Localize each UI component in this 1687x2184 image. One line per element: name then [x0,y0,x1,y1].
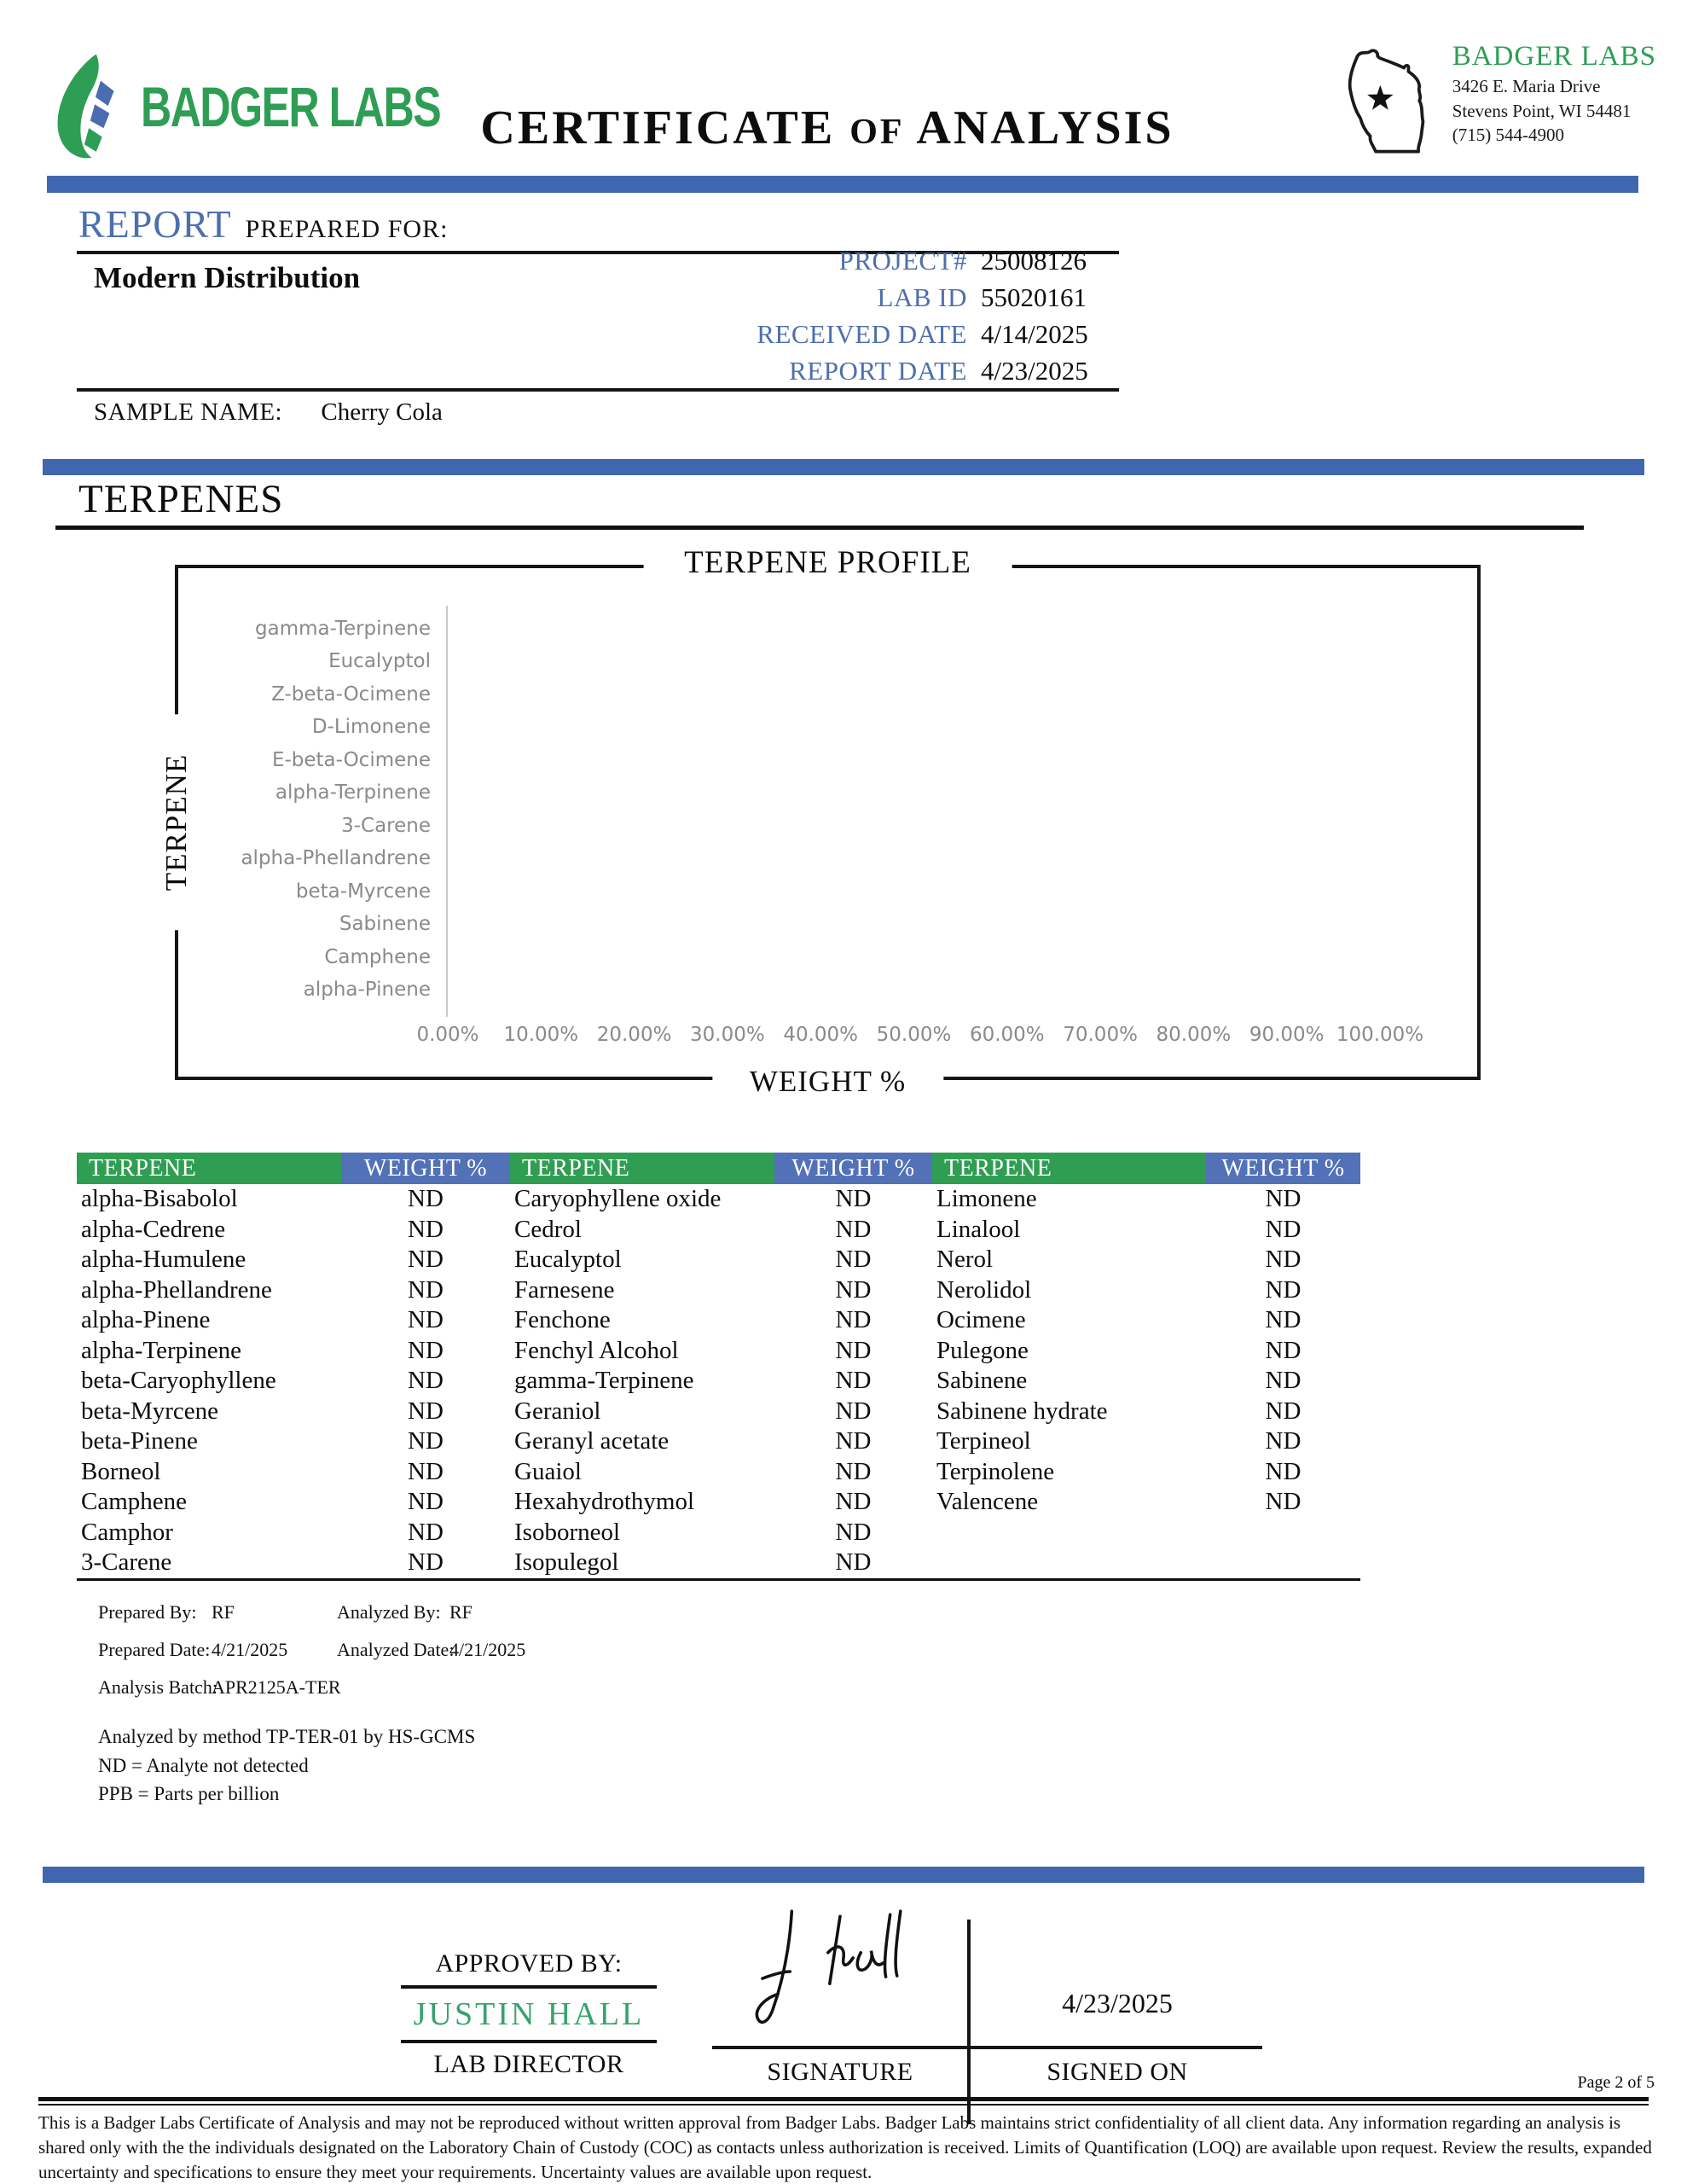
approved-by-block [401,1949,657,2080]
table-header-terpene: TERPENE [510,1153,774,1184]
terpene-cell: Ocimene [936,1306,1026,1333]
footer-rule-thick [38,2097,1649,2101]
report-field-label: LAB ID [877,282,967,312]
weight-cell: ND [408,1397,443,1425]
weight-cell: ND [408,1275,443,1304]
report-field-label: PROJECT# [838,246,967,276]
report-heading-primary: REPORT [78,202,232,246]
divider-line [401,2040,657,2043]
approver-name: JUSTIN HALL [413,1996,645,2032]
weight-cell: ND [1265,1367,1301,1394]
spacer [98,1714,951,1726]
terpene-cell: alpha-Cedrene [81,1215,226,1243]
chart-y-axis-title: TERPENE [159,715,194,931]
chart-x-tick-label: 50.00% [876,1024,952,1046]
chart-x-tick-label: 20.00% [596,1024,672,1046]
weight-cell: ND [408,1215,443,1243]
chart-category-label: beta-Myrcene [295,880,431,903]
table-row [77,1518,1360,1548]
table-row [77,1366,1360,1397]
terpene-cell: Farnesene [514,1275,615,1304]
prepared-by-value: RF [212,1601,235,1623]
weight-cell: ND [835,1246,872,1273]
report-field-value: 4/14/2025 [981,319,1088,349]
weight-cell: ND [1265,1336,1301,1364]
weight-cell: ND [1265,1215,1301,1243]
weight-cell [1206,1518,1360,1548]
terpene-cell: Sabinene hydrate [936,1397,1108,1425]
terpene-profile-chart [159,545,1481,1098]
analysis-batch-value: APR2125A-TER [212,1676,341,1698]
divider-bar-bottom [43,1867,1644,1883]
note-row [98,1639,951,1676]
chart-category-label: D-Limonene [311,716,431,739]
terpene-cell: Terpinolene [936,1457,1055,1485]
chart-category-label: Sabinene [339,913,431,936]
report-field-label: REPORT DATE [789,356,967,386]
terpene-cell [932,1548,1206,1578]
terpene-cell: Caryophyllene oxide [514,1185,722,1212]
chart-x-tick-label: 30.00% [690,1024,765,1046]
terpene-cell: Valencene [936,1488,1039,1515]
table-row [77,1426,1360,1457]
weight-cell: ND [835,1275,872,1304]
weight-cell: ND [1265,1488,1301,1515]
note-row [98,1601,951,1639]
analysis-notes [98,1601,951,1812]
table-header-weight: WEIGHT % [1206,1153,1360,1184]
divider-bar-top [47,176,1638,193]
table-header-terpene: TERPENE [77,1153,341,1184]
wisconsin-map-icon [1335,41,1444,162]
table-header-weight: WEIGHT % [774,1153,932,1184]
weight-cell: ND [835,1306,872,1333]
chart-title: TERPENE PROFILE [643,544,1012,581]
terpene-cell: beta-Pinene [81,1427,198,1455]
disclaimer-text: This is a Badger Labs Certificate of Analysis and may not be reproduced without written approval from Badger Labs. Badger Labs maintains strict confidentiality of all client data. Any information regarding an analysis is shared only with the the individuals designated on the Laboratory Chain of Custody (COC) as contacts unless authorization is received. Limits of Quantification (LOQ) are available upon request. Review the results, expanded uncertainty and specifications to ensure they meet your requirements. Uncertainty values are available upon request. [38,2112,1652,2182]
chart-x-tick-label: 90.00% [1249,1024,1325,1046]
weight-cell: ND [1265,1246,1301,1273]
terpene-cell: Camphene [81,1488,188,1515]
analyzed-date-value: 4/21/2025 [449,1639,526,1660]
divider-line [401,1985,657,1989]
signature-label: SIGNATURE [767,2058,913,2086]
table-row [77,1305,1360,1336]
terpene-cell: alpha-Bisabolol [81,1185,238,1212]
table-header-row [77,1153,1360,1184]
page-number: Page 2 of 5 [1577,2073,1655,2092]
weight-cell: ND [1265,1397,1301,1425]
table-row [77,1245,1360,1275]
weight-cell: ND [408,1306,443,1333]
nd-definition: ND = Analyte not detected [98,1754,309,1776]
terpene-cell: Fenchone [514,1306,611,1333]
fields-underline [77,388,1119,392]
weight-cell: ND [835,1215,872,1243]
section-underline [55,526,1584,530]
leaf-icon [47,51,132,162]
terpene-cell: Fenchyl Alcohol [514,1336,679,1364]
report-field-row [682,282,1139,319]
weight-cell [1206,1548,1360,1578]
sample-name-label: SAMPLE NAME: [94,398,283,426]
report-field-value: 55020161 [981,282,1087,312]
terpene-cell: beta-Myrcene [81,1397,219,1425]
weight-cell: ND [408,1488,443,1515]
chart-x-tick-label: 40.00% [783,1024,859,1046]
terpene-cell: alpha-Pinene [81,1306,211,1333]
table-header-terpene: TERPENE [932,1153,1206,1184]
terpene-cell: 3-Carene [81,1548,172,1576]
terpene-cell: Geraniol [514,1397,601,1425]
prepared-date-label: Prepared Date: [98,1639,211,1660]
table-row [77,1397,1360,1427]
chart-x-axis-title: WEIGHT % [712,1065,943,1099]
footer-rule-thin [38,2104,1649,2106]
signature-icon [735,1896,948,2042]
weight-cell: ND [835,1397,872,1425]
lab-info-text [1452,41,1656,148]
method-note: Analyzed by method TP-TER-01 by HS-GCMS [98,1726,476,1747]
terpene-cell: Geranyl acetate [514,1427,670,1455]
terpene-cell: alpha-Phellandrene [81,1275,272,1304]
table-row [77,1215,1360,1246]
terpene-cell: Isoborneol [514,1518,621,1546]
ppb-definition: PPB = Parts per billion [98,1783,280,1804]
chart-x-tick-label: 70.00% [1063,1024,1138,1046]
client-name: Modern Distribution [94,261,361,294]
chart-category-label: alpha-Pinene [303,978,431,1001]
terpene-cell: gamma-Terpinene [514,1367,694,1394]
weight-cell: ND [835,1488,872,1515]
chart-x-tick-label: 10.00% [503,1024,579,1046]
terpene-cell: Sabinene [936,1367,1028,1394]
weight-cell: ND [835,1457,872,1485]
terpene-cell [932,1518,1206,1548]
weight-cell: ND [1265,1306,1301,1333]
table-row [77,1184,1360,1215]
title-part-of: OF [849,113,905,152]
terpene-cell: Nerolidol [936,1275,1032,1304]
table-row [77,1457,1360,1488]
terpene-cell: Isopulegol [514,1548,619,1576]
weight-cell: ND [408,1367,443,1394]
report-heading [78,201,448,247]
analyzed-by-label: Analyzed By: [337,1601,441,1623]
title-part-analysis: ANALYSIS [916,102,1174,154]
terpene-cell: Hexahydrothymol [514,1488,695,1515]
chart-x-tick-label: 0.00% [416,1024,479,1046]
lab-name: BADGER LABS [1452,41,1656,72]
table-row [77,1275,1360,1306]
terpene-cell: Borneol [81,1457,161,1485]
lab-address-line1: 3426 E. Maria Drive [1452,76,1601,96]
chart-category-label: Camphene [324,945,431,968]
weight-cell: ND [408,1336,443,1364]
section-title: TERPENES [78,477,284,521]
weight-cell: ND [835,1548,872,1576]
terpene-cell: Guaiol [514,1457,582,1485]
sample-name-row [94,398,443,427]
chart-x-tick-label: 100.00% [1336,1024,1424,1046]
terpene-cell: Linalool [936,1215,1021,1243]
chart-category-label: gamma-Terpinene [255,618,431,640]
chart-category-label: Eucalyptol [328,650,431,673]
table-header-weight: WEIGHT % [341,1153,510,1184]
weight-cell: ND [1265,1275,1301,1304]
divider-bar-middle [43,459,1644,475]
weight-cell: ND [835,1427,872,1455]
signature-divider-vertical [967,1920,971,2124]
lab-address-block [1335,41,1656,162]
signature-line [712,2046,1262,2049]
weight-cell: ND [1265,1457,1301,1485]
signed-on-label: SIGNED ON [1046,2058,1188,2086]
terpene-cell: Camphor [81,1518,173,1546]
prepared-by-label: Prepared By: [98,1601,197,1623]
title-part-certificate: CERTIFICATE [480,102,836,154]
terpene-cell: Limonene [936,1185,1037,1212]
report-field-value: 4/23/2025 [981,356,1088,386]
report-field-label: RECEIVED DATE [757,319,967,349]
report-field-value: 25008126 [981,246,1087,276]
report-field-row [682,246,1139,282]
weight-cell: ND [408,1518,443,1546]
weight-cell: ND [1265,1185,1301,1212]
terpene-cell: alpha-Terpinene [81,1336,241,1364]
terpene-cell: beta-Caryophyllene [81,1367,276,1394]
weight-cell: ND [408,1548,443,1576]
chart-axis-line [446,606,448,1017]
chart-x-tick-label: 60.00% [969,1024,1045,1046]
terpene-results-table [77,1153,1360,1581]
weight-cell: ND [835,1367,872,1394]
signed-on-date: 4/23/2025 [1062,1988,1173,2018]
weight-cell: ND [1265,1427,1301,1455]
terpene-cell: Terpineol [936,1427,1031,1455]
terpene-cell: Pulegone [936,1336,1029,1364]
chart-category-label: Z-beta-Ocimene [271,682,431,706]
approver-title: LAB DIRECTOR [433,2050,624,2078]
analyzed-by-value: RF [449,1601,472,1623]
weight-cell: ND [408,1246,443,1273]
chart-x-tick-label: 80.00% [1156,1024,1232,1046]
lab-phone: (715) 544-4900 [1452,125,1564,146]
chart-category-label: alpha-Terpinene [275,781,431,804]
prepared-date-value: 4/21/2025 [212,1639,288,1660]
chart-category-label: E-beta-Ocimene [271,748,431,771]
table-row [77,1487,1360,1518]
table-row [77,1336,1360,1367]
sample-name-value: Cherry Cola [321,398,443,426]
weight-cell: ND [408,1457,443,1485]
chart-category-label: 3-Carene [341,814,431,837]
logo-wordmark: BADGER LABS [141,75,441,138]
analysis-batch-label: Analysis Batch: [98,1676,217,1698]
weight-cell: ND [835,1518,872,1546]
report-fields [682,246,1139,392]
weight-cell: ND [835,1336,872,1364]
weight-cell: ND [835,1185,872,1212]
report-field-row [682,356,1139,392]
chart-category-label: alpha-Phellandrene [241,847,431,870]
terpene-cell: Nerol [936,1246,994,1273]
lab-address-line2: Stevens Point, WI 54481 [1452,100,1632,121]
terpene-cell: alpha-Humulene [81,1246,246,1273]
page-title [443,101,1211,155]
terpene-cell: Eucalyptol [514,1246,622,1273]
terpene-cell: Cedrol [514,1215,582,1243]
table-row [77,1548,1360,1578]
report-field-row [682,319,1139,356]
weight-cell: ND [408,1185,443,1212]
report-heading-secondary: PREPARED FOR: [245,215,449,243]
weight-cell: ND [408,1427,443,1455]
approved-by-label: APPROVED BY: [435,1949,623,1978]
note-row [98,1676,951,1714]
analyzed-date-label: Analyzed Date: [337,1639,455,1660]
terpene-table-body [77,1184,1360,1578]
